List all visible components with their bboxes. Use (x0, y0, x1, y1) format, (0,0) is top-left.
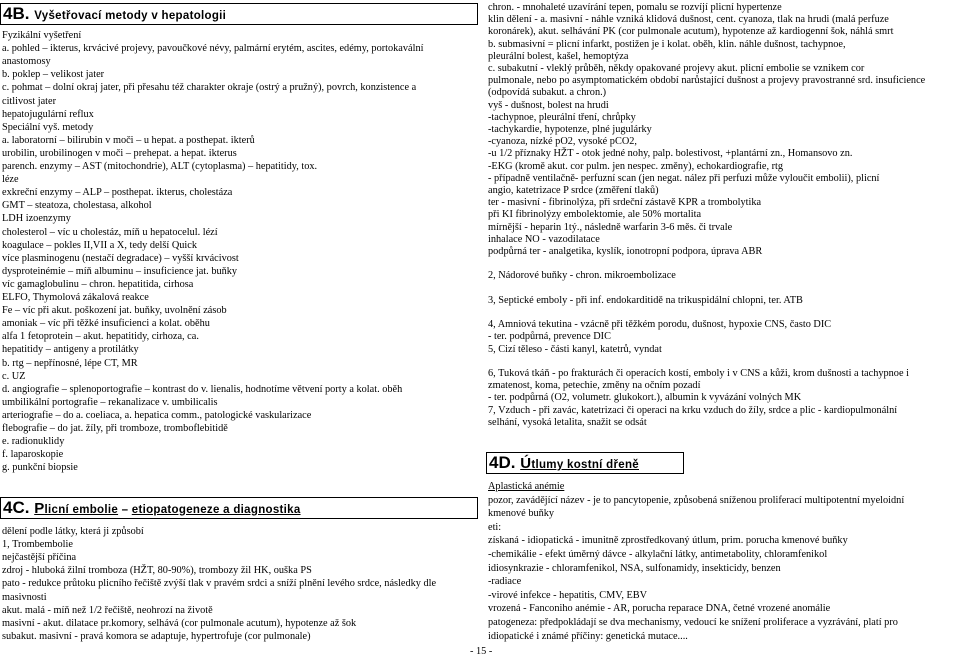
text-line: 7, Vzduch - při zavác, katetrizaci či operaci na krku vzduch do žíly, srdce a plic - kardiopulmonální (488, 404, 898, 416)
text-line: (odpovídá subakut. a chron.) (488, 87, 607, 99)
text-line: selhání, vysoká letalita, snažit se odsát (488, 416, 647, 428)
section-title (520, 455, 639, 472)
text-line: při KI fibrinolýzy embolektomie, ale 50% mortalita (488, 209, 702, 221)
text-line: 6, Tuková tkáň - po frakturách či operacích kostí, emboly i v CNS a kůži, krom dušnosti a tachypnoe i (488, 368, 909, 379)
page-number: - 15 - (470, 646, 493, 657)
text-line: c. pohmat – dolní okraj jater, při přesahu též charakter okraje (ostrý a pružný), povrch, konzistence a (2, 82, 417, 94)
text-line: -tachypnoe, pleurální tření, chrůpky (488, 111, 636, 123)
text-line: ter - masivní - fibrinolýza, při srdeční zástavě KPR a trombolytika (488, 197, 762, 209)
text-line: Speciální vyš. metody (2, 121, 94, 133)
section-header-4d (486, 452, 684, 474)
text-line: 5, Cizí těleso - části kanyl, katetrů, vyndat (488, 343, 662, 355)
text-line: cholesterol – víc u cholestáz, míň u hepatocelul. lézí (2, 226, 218, 238)
text-line: a. laboratorní – bilirubin v moči – u hepat. a posthepat. ikterů (2, 134, 255, 146)
text-line: masivnosti (2, 591, 47, 603)
text-line: umbilikální portografie – rekanalizace v. umbilicalis (2, 396, 218, 408)
text-line: Fyzikální vyšetření (2, 30, 82, 41)
text-line: pato - redukce průtoku plicního řečiště zvýší tlak v pravém srdci a sníží plnění levého srdce, následky dle (2, 578, 437, 590)
text-line: alfa 1 fetoprotein – akut. hepatitidy, cirhoza, ca. (2, 331, 199, 343)
text-line: získaná - idiopatická - imunitně zprostředkovaný útlum, prim. porucha kmenové buňky (488, 535, 848, 547)
text-line: inhalace NO - vazodilatace (488, 233, 600, 245)
text-line: pleurální bolest, kašel, hemoptýza (488, 50, 629, 62)
text-line: -tachykardie, hypotenze, plné jugulárky (488, 124, 652, 135)
text-line: parench. enzymy – AST (mitochondrie), ALT (cytoplasma) – hepatitidy, tox. (2, 161, 318, 172)
text-line: - případně ventilačně- perfuzní scan (jen negat. nález při perfuzi může vyloučit embolii), plicní (488, 172, 880, 184)
text-line: zdroj - hluboká žilní tromboza (HŽT, 80-90%), trombozy žil HK, ouška PS (2, 565, 312, 577)
section-header-4c (0, 497, 478, 519)
text-line: - ter. podpůrná (O2, volumetr. glukokort.), albumin k vyvázání volných MK (488, 392, 802, 404)
text-line: mírnější - heparin 1tý., následně warfarin 3-6 měs. či trvale (488, 221, 733, 233)
text-line: c. UZ (2, 370, 26, 382)
section-title: Vyšetřovací metody v hepatologii (34, 10, 227, 22)
title-initial: Ú (520, 455, 532, 472)
text-line: 4, Amniová tekutina - vzácně při těžkém porodu, dušnost, hypoxie CNS, často DIC (488, 319, 832, 331)
text-line: patogeneza: předpokládají se dva mechanismy, vedoucí ke snížení proliferace a vyzrávání, platí pro (488, 617, 898, 628)
title-rest: tlumy kostní dřeně (531, 459, 639, 471)
text-line: Aplastická anémie (488, 481, 565, 492)
text-line: GMT – steatoza, cholestasa, alkohol (2, 200, 152, 212)
text-line: - ter. podpůrná, prevence DIC (488, 331, 611, 343)
title-dash: – (118, 504, 132, 516)
text-line: hepatojugulární reflux (2, 108, 94, 120)
text-line: akut. malá - míň než 1/2 řečiště, neohrozí na životě (2, 604, 213, 616)
section-title-part (34, 500, 119, 517)
text-line: nejčastější příčina (2, 552, 77, 564)
text-line: hepatitidy – antigeny a protilátky (2, 344, 139, 356)
text-line: arteriografie – do a. coeliaca, a. hepatica comm., patologické vaskularizace (2, 409, 312, 421)
text-line: Fe – víc při akut. poškození jat. buňky, uvolnění zásob (2, 305, 227, 317)
text-line: vrozená - Fanconiho anémie - AR, porucha reparace DNA, četné vrozené anomálie (488, 603, 831, 615)
text-line: anastomosy (2, 56, 51, 68)
text-line: idiosynkrazie - chloramfenikol, NSA, sulfonamidy, insekticidy, benzen (488, 562, 781, 574)
text-line: b. rtg – nepřínosné, lépe CT, MR (2, 357, 138, 369)
text-line: b. poklep – velikost jater (2, 69, 105, 81)
text-line: koagulace – pokles II,VII a X, tedy delší Quick (2, 239, 198, 251)
text-line: urobilin, urobilinogen v moči – prehepat. a hepat. ikterus (2, 147, 237, 159)
text-line: ELFO, Thymolová zákalová reakce (2, 292, 149, 303)
text-line: amoniak – víc při těžké insuficienci a kolat. oběhu (2, 318, 210, 330)
text-line: koronárek), akut. selhávání PK (cor pulmonale acutum), hypotenze až kardiogenní šok, náhlá smrt (488, 26, 894, 38)
text-line: -cyanoza, nízké pO2, vysoké pCO2, (488, 136, 637, 148)
text-line: LDH izoenzymy (2, 213, 71, 225)
text-line: d. angiografie – splenoportografie – kontrast do v. lienalis, hodnotíme větvení porty a kolat. oběh (2, 383, 403, 395)
text-line: flebografie – do jat. žíly, při tromboze, tromboflebitidě (2, 423, 228, 434)
text-line: exkreční enzymy – ALP – posthepat. ikterus, cholestáza (2, 187, 233, 199)
text-line: chron. - mnohaleté uzavírání tepen, pomalu se rozvíjí plicní hypertenze (488, 2, 782, 13)
text-line: 3, Septické emboly - při inf. endokarditidě na trikuspidální chlopni, ter. ATB (488, 294, 803, 306)
text-line: dělení podle látky, která ji způsobí (2, 526, 144, 537)
text-line: léze (2, 174, 19, 186)
text-line: -u 1/2 příznaky HŽT - otok jedné nohy, palp. bolestivost, +plantární zn., Homansovo zn. (488, 148, 853, 160)
text-line: pulmonale, nebo po asymptomatickém období narůstající dušnost a projevy pravostranné srd. insuficience (488, 75, 926, 87)
title-initial: P (34, 500, 45, 517)
text-line: citlivost jater (2, 95, 57, 107)
text-line: klin dělení - a. masivní - náhle vzniká klidová dušnost, cent. cyanoza, tlak na hrudi (malá perfuze (488, 14, 889, 26)
text-line: víc gamaglobulinu – chron. hepatitida, cirhosa (2, 278, 194, 290)
text-line: pozor, zavádějící název - je to pancytopenie, způsobená sníženou proliferací multipotentní myeloidní (488, 494, 905, 506)
text-line: g. punkční biopsie (2, 462, 78, 474)
text-line: -chemikálie - efekt úměrný dávce - alkylační látky, antimetabolity, chloramfenikol (488, 549, 828, 560)
text-line: masivní - akut. dilatace pr.komory, selhává (cor pulmonale acutum), hypotenze až šok (2, 617, 357, 629)
text-line: kmenové buňky (488, 508, 555, 520)
section-number: 4D. (489, 453, 516, 472)
text-line: zmatenost, koma, petechie, změny na očním pozadí (488, 380, 701, 392)
text-line: c. subakutní - vleklý průběh, někdy opakované projevy akut. plicní embolie se vznikem cor (488, 63, 865, 74)
text-line: -radiace (488, 576, 522, 588)
text-line: 1, Trombembolie (2, 539, 73, 551)
text-line: -EKG (kromě akut. cor pulm. jen nespec. změny), echokardiografie, rtg (488, 160, 784, 172)
title-rest: licní embolie (44, 504, 119, 516)
text-line: b. submasivní = plicní infarkt, postižen je i kolat. oběh, klin. náhle dušnost, tachypnoe, (488, 38, 846, 50)
section-number: 4C. (3, 498, 30, 517)
text-line: angio, katetrizace P srdce (změření tlaků) (488, 185, 659, 196)
text-line: subakut. masivní - pravá komora se adaptuje, hypertrofuje (cor pulmonale) (2, 630, 311, 642)
title-suffix: etiopatogeneze a diagnostika (131, 504, 301, 516)
text-line: 2, Nádorové buňky - chron. mikroembolizace (488, 270, 676, 282)
text-line: dysproteinémie – míň albuminu – insuficience jat. buňky (2, 265, 238, 277)
text-line: f. laparoskopie (2, 449, 64, 461)
text-line: více plasminogenu (nestačí degradace) – vyšší krvácivost (2, 252, 239, 264)
text-line: eti: (488, 521, 502, 533)
text-line: a. pohled – ikterus, krvácivé projevy, pavoučkové névy, palmární erytém, ascites, edémy, portokavální (2, 43, 424, 55)
text-line: e. radionuklidy (2, 436, 65, 448)
text-line: vyš - dušnost, bolest na hrudi (488, 99, 609, 111)
text-line: -virové infekce - hepatitis, CMV, EBV (488, 589, 648, 601)
section-header-4b (0, 3, 478, 25)
section-number: 4B. (3, 4, 30, 23)
text-line: podpůrná ter - analgetika, kyslík, ionotropní podpora, úprava ABR (488, 246, 763, 257)
text-line: idiopatické i známé příčiny: genetická mutace.... (488, 630, 688, 642)
